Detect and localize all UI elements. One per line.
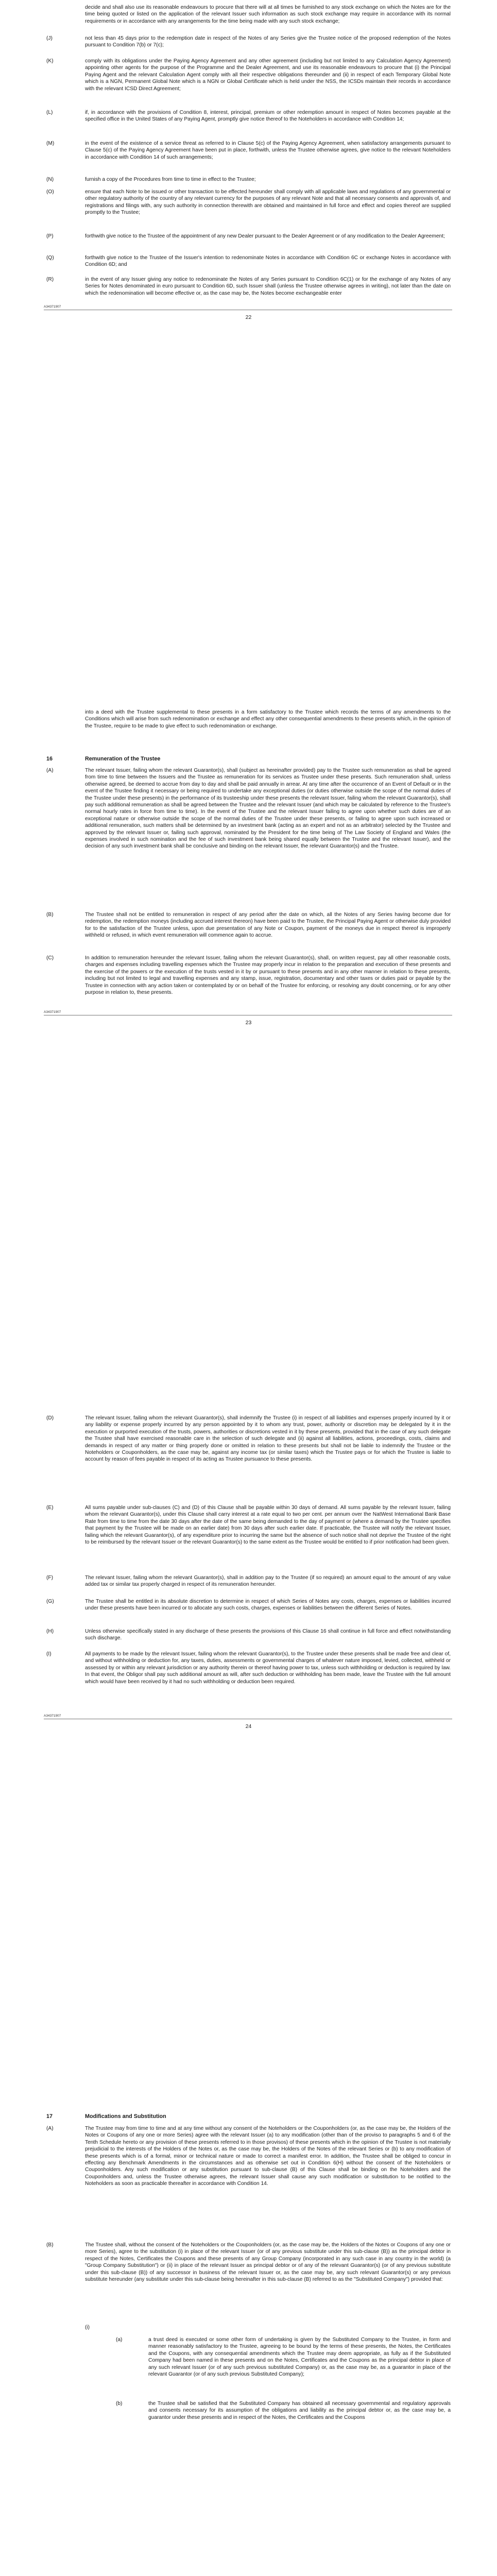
item-text: comply with its obligations under the Paying Agency Agreement and any other agreement (including but not limited to any Calculation Agency Agreement) appointing other agents for the purpose of the Programme and the Dealer Agreement, and use its reasonable endeavours to procure that (i) the Principal Paying Agent and the relevant Calculation Agent comply with all their respective obligations thereunder and (ii) in respect of each Temporary Global Note which is a NGN, Permanent Global Note which is a NGN or Global Certificate which is held under the NSS, the ICSDs maintain their records in accordance with the relevant ICSD Direct Agreement;	[85, 58, 451, 92]
footer-reference-code: A34371907	[44, 1010, 61, 1014]
document-page-25	[0, 2110, 497, 2576]
item-label: (J)	[46, 36, 53, 41]
item-text: The relevant Issuer, failing whom the relevant Guarantor(s), shall indemnify the Trustee (i) in respect of all liabilities and expenses properly incurred by it or any liability or expense properly incurred by any person appointed by it to whom any trust, power, authority or discretion may be delegated by it in the execution or purported execution of the trusts, powers, authorities or discretions vested in it by these presents, provided that in the case of any such delegate the Trustee shall have exercised reasonable care in the selection of such delegate and (ii) against all liabilities, actions, proceedings, costs, claims and demands in respect of any matter or thing properly done or omitted in relation to these presents but shall not be liable to indemnify the Trustee or the Noteholders or Couponholders, as the case may be, against any income tax (or similar taxes) which the Trustee pays or for which the Trustee is liable to account by reason of fees payable in respect of its acting as Trustee pursuance to these presents.	[85, 1415, 451, 1463]
item-label: (K)	[46, 58, 54, 64]
item-text: All payments to be made by the relevant Issuer, failing whom the relevant Guarantor(s), to the Trustee under these presents shall be made free and clear of, and without withholding or deduction for, any taxes, duties, assessments or governmental charges of whatever nature imposed, levied, collected, withheld or assessed by or within any relevant jurisdiction or any authority therein or thereof having power to tax, unless such withholding or deduction is required by law. In that event, the Obligor shall pay such additional amount as will, after such deduction or withholding has been made, leave the Trustee with the full amount which would have been received by it had no such withholding or deduction been required.	[85, 1651, 451, 1685]
item-text: The Trustee shall, without the consent of the Noteholders or the Couponholders (or, as the case may be, the Holders of the Notes or Coupons of any one or more Series), agree to the substitution (i) in place of the relevant Issuer (or of any previous substitute under this sub-clause (B)) as the principal debtor in respect of the Notes, Certificates the Coupons and these presents of any Group Company (incorporated in any such case in any country in the world) (a "Group Company Substitution") or (ii) in place of the relevant Issuer as principal debtor or of any of the relevant Guarantor(s) (or of any previous substitute under this sub-clause (B)) of any successor in business of the relevant Issuer or, as the case may be, any such relevant Guarantor(s) or any previous substitute hereunder (any substitute under this sub-clause being hereinafter in this sub-clause (B) referred to as the "Substituted Company") provided that:	[85, 2242, 451, 2283]
document-page-23	[0, 703, 497, 1406]
item-text: furnish a copy of the Procedures from time to time in effect to the Trustee;	[85, 177, 256, 182]
footer-reference-code: A34371907	[44, 1714, 61, 1718]
item-label: (D)	[46, 1415, 54, 1421]
page-number: 24	[245, 1723, 252, 1730]
item-label: (M)	[46, 141, 55, 146]
item-text: not less than 45 days prior to the redemption date in respect of the Notes of any Series give the Trustee notice of the proposed redemption of the Notes pursuant to Condition 7(b) or 7(c);	[85, 36, 451, 48]
item-label: (N)	[46, 177, 54, 182]
item-label: (L)	[46, 110, 53, 115]
item-label: (F)	[46, 1575, 54, 1581]
item-text: Unless otherwise specifically stated in any discharge of these presents the provisions of this Clause 16 shall continue in full force and effect notwithstanding such discharge.	[85, 1629, 451, 1641]
item-text: forthwith give notice to the Trustee of the Issuer's intention to redenominate Notes in accordance with Condition 6C or exchange Notes in accordance with Condition 6D; and	[85, 255, 451, 268]
sub-list-label: (i)	[85, 2325, 90, 2330]
item-label: (Q)	[46, 255, 54, 261]
item-label: (B)	[46, 912, 54, 918]
item-label: (O)	[46, 189, 54, 195]
item-text: The relevant Issuer, failing whom the relevant Guarantor(s), shall in addition pay to the Trustee (if so required) an amount equal to the amount of any value added tax or similar tax properly charged in respect of its remuneration hereunder.	[85, 1575, 451, 1588]
item-text: In addition to remuneration hereunder the relevant Issuer, failing whom the relevant Guarantor(s), shall, on written request, pay all other reasonable costs, charges and expenses including travelling expenses which the Trustee may properly incur in relation to the preparation and execution of these presents and the exercise of the powers or the execution of the trusts vested in it by or pursuant to these presents and in any other manner in relation to these presents, including but not limited to legal and travelling expenses and any stamp, issue, registration, documentary and other taxes or duties paid or payable by the Trustee in connection with any action taken or contemplated by or on behalf of the Trustee for enforcing, or resolving any doubt concerning, or for any other purpose in relation to, these presents.	[85, 955, 451, 996]
item-text: All sums payable under sub-clauses (C) and (D) of this Clause shall be payable within 30 days of demand. All sums payable by the relevant Issuer, failing whom the relevant Guarantor(s), under this Clause shall carry interest at a rate equal to two per cent. per annum over the NatWest International Bank Base Rate from time to time from the date 30 days after the date of the same being demanded to the day of payment or (where a demand by the Trustee specifies that payment by the Trustee will be made on an earlier date) from 30 days after such earlier date. If practicable, the Trustee will notify the relevant Issuer, failing which the relevant Guarantor(s), of any expenditure prior to incurring the same but the absence of such notice shall not deprive the Trustee of the right to be reimbursed by the relevant Issuer or the relevant Guarantor(s) to the same extent as the Trustee would be entitled to if prior notification had been given.	[85, 1505, 451, 1546]
document-page-24	[0, 1406, 497, 2110]
item-text: forthwith give notice to the Trustee of the appointment of any new Dealer pursuant to the Dealer Agreement or of any modification to the Dealer Agreement;	[85, 233, 445, 239]
paragraph-intro: into a deed with the Trustee supplemental to these presents in a form satisfactory to the Trustee which records the terms of any amendments to the Conditions which will arise from such redenomination or exchange and effect any other consequential amendments to these presents which, in the opinion of the Trustee, require to be made to give effect to such redenomination or exchange.	[85, 709, 451, 729]
sub-item-text: the Trustee shall be satisfied that the Substituted Company has obtained all necessary governmental and regulatory approvals and consents necessary for its assumption of the obligations and liability as the principal debtor or, as the case may be, a guarantor under these presents and in respect of the Notes, the Certificates and the Coupons	[148, 2401, 451, 2420]
item-text: in the event of the existence of a service threat as referred to in Clause 5(c) of the Paying Agency Agreement, when satisfactory arrangements pursuant to Clause 5(c) of the Paying Agency Agreement have been put in place, forthwith, unless the Trustee otherwise agrees, give notice to the relevant Noteholders in accordance with Condition 14 of such arrangements;	[85, 141, 451, 160]
item-label: (E)	[46, 1505, 54, 1511]
sub-item-label: (a)	[116, 2337, 123, 2343]
section-number: 16	[46, 756, 53, 762]
item-text: if, in accordance with the provisions of Condition 8, interest, principal, premium or other redemption amount in respect of Notes becomes payable at the specified office in the United States of any Paying Agent, promptly give notice thereof to the Noteholders in accordance with Condition 14;	[85, 110, 451, 123]
section-number: 17	[46, 2113, 53, 2120]
page-number: 23	[245, 1020, 252, 1026]
item-label: (A)	[46, 768, 54, 773]
sub-item-label: (b)	[116, 2401, 123, 2406]
item-text: in the event of any Issuer giving any notice to redenominate the Notes of any Series pursuant to Condition 6C(1) or for the exchange of any Notes of any Series for Notes denominated in euro pursuant to Condition 6D, such Issuer shall (unless the Trustee otherwise agrees in writing), not later than the date on which the redenomination will become effective or, as the case may be, the Notes become exchangeable enter	[85, 277, 451, 296]
item-label: (I)	[46, 1651, 52, 1657]
item-label: (R)	[46, 277, 54, 282]
item-label: (B)	[46, 2242, 54, 2248]
item-label: (H)	[46, 1629, 54, 1634]
section-title: Modifications and Substitution	[85, 2113, 166, 2120]
item-text: The Trustee may from time to time and at any time without any consent of the Noteholders or the Couponholders (or, as the case may be, the Holders of the Notes or Coupons of any one or more Series) agree with the relevant Issuer (a) to any modification (other than of the proviso to paragraphs 5 and 6 of the Tenth Schedule hereto or any provision of these presents referred to in those provisos) of these presents which in the opinion of the Trustee is not materially prejudicial to the interests of the Holders of the Notes or, as the case may be, the Holders of the Notes of the relevant Series or (b) to any modification of these presents which is of a formal, minor or technical nature or made to correct a manifest error. In addition, the Trustee shall be obliged to concur in effecting any Benchmark Amendments in the circumstances and as otherwise set out in Condition 6(H) without the consent of the Noteholders or Couponholders. Any such modification or any substitution pursuant to sub-clause (B) of this Clause shall be binding on the Noteholders and the Couponholders and, unless the Trustee otherwise agrees, the relevant Issuer shall cause any such modification or substitution to be notified to the Noteholders as soon as practicable thereafter in accordance with Condition 14.	[85, 2126, 451, 2187]
sub-item-text: a trust deed is executed or some other form of undertaking is given by the Substituted Company to the Trustee, in form and manner reasonably satisfactory to the Trustee, agreeing to be bound by the terms of these presents, the Notes, the Certificates and the Coupons, with any consequential amendments which the Trustee may deem appropriate, as fully as if the Substituted Company had been named in these presents and on the Notes, Certificates and the Coupons as the principal debtor in place of any such relevant Issuer (or of any such previous substituted Company) or, as the case may be, as a guarantor in place of the relevant Guarantor (or of any such previous Substituted Company);	[148, 2337, 451, 2378]
item-text: The Trustee shall be entitled in its absolute discretion to determine in respect of which Series of Notes any costs, charges, expenses or liabilities incurred under these presents have been incurred or to allocate any such costs, charges, expenses or liabilities between the different Series of Notes.	[85, 1599, 451, 1612]
item-text: The Trustee shall not be entitled to remuneration in respect of any period after the date on which, all the Notes of any Series having become due for redemption, the redemption moneys (including accrued interest thereon) have been paid to the Trustee, the Principal Paying Agent or otherwise duly provided for to the satisfaction of the Trustee unless, upon due presentation of any Note or Coupon, payment of the moneys due in respect thereof is improperly withheld or refused, in which event remuneration will commence again to accrue.	[85, 912, 451, 939]
page-number: 22	[245, 314, 252, 320]
footer-reference-code: A34371907	[44, 305, 61, 309]
paragraph-intro: decide and shall also use its reasonable endeavours to procure that there will at all times be furnished to any stock exchange on which the Notes are for the time being quoted or listed on the application of the relevant Issuer such information as such stock exchange may require in accordance with its normal requirements or in accordance with any arrangements for the time being made with any such stock exchange;	[85, 5, 451, 24]
document-page-22	[0, 0, 497, 703]
section-title: Remuneration of the Trustee	[85, 756, 161, 762]
item-text: ensure that each Note to be issued or other transaction to be effected hereunder shall comply with all applicable laws and regulations of any governmental or other regulatory authority of the country of any relevant currency for the purposes of any relevant Note and that all necessary consents and approvals of, and registrations and filings with, any such authority in connection therewith are obtained and maintained in full force and effect and copies thereof are supplied promptly to the Trustee;	[85, 189, 451, 216]
item-text: The relevant Issuer, failing whom the relevant Guarantor(s), shall (subject as hereinafter provided) pay to the Trustee such remuneration as shall be agreed from time to time between the Issuers and the Trustee as remuneration for its services as Trustee under these presents. Such remuneration shall, unless otherwise agreed, be deemed to accrue from day to day and shall be paid annually in arrear. At any time after the occurrence of an Event of Default or in the event of the Trustee finding it necessary or being required to undertake any exceptional duties (or duties otherwise outside the scope of the normal duties of the Trustee under these presents) in the performance of its trusteeship under these presents the relevant Issuer, failing whom the relevant Guarantor(s), shall pay such additional remuneration as shall be agreed between the Trustee and the relevant Issuer (and which may be calculated by reference to the Trustee's normal hourly rates in force from time to time). In the event of the Trustee and the relevant Issuer failing to agree upon whether such duties are of an exceptional nature or otherwise outside the scope of the normal duties of the Trustee under these presents, or failing to agree upon such increased or additional remuneration, such matters shall be determined by an investment bank (acting as an expert and not as an arbitrator) selected by the Trustee and approved by the relevant Issuer or, failing such approval, nominated by the President for the time being of The Law Society of England and Wales (the expenses involved in such nomination and the fee of such investment bank being shared equally between the Trustee and the relevant Issuer), and the decision of any such investment bank shall be conclusive and binding on the relevant Issuer, the relevant Guarantor(s) and the Trustee.	[85, 768, 451, 850]
item-label: (G)	[46, 1599, 54, 1604]
item-label: (P)	[46, 233, 54, 239]
item-label: (C)	[46, 955, 54, 961]
item-label: (A)	[46, 2126, 54, 2131]
